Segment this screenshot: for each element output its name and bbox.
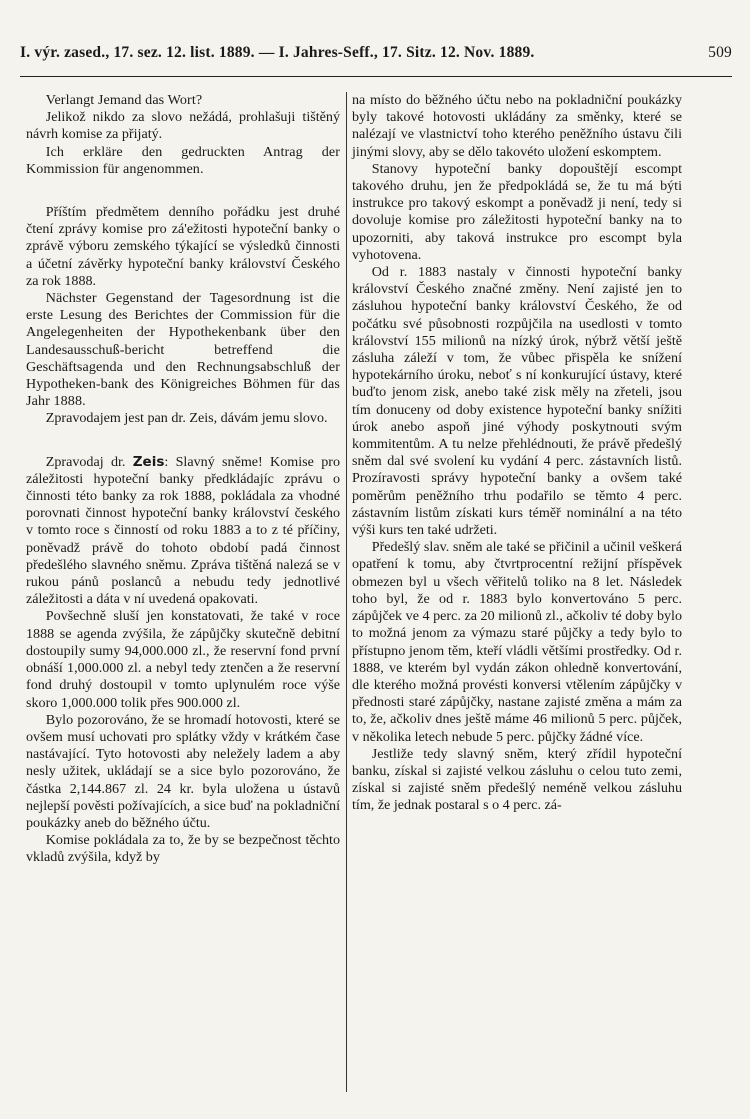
paragraph-agenda-growth: Povšechně sluší jen konstatovati, že také v roce 1888 se agenda zvýšila, že zápůjčky skutečně debitní dostoupily sumy 94,000.000 zl., že reservní fond první obnáší 1,000.000 zl. a nebyl tedy ztenčen a že reservní fond druhý dostoupil v tomto uplynulém roce výše skoro 1,000.000 tolik přes 900.000 zl. xyxy=(26,608,340,711)
left-column xyxy=(26,92,340,867)
paragraph-next-agenda: Příštím předmětem denního pořádku jest druhé čtení zprávy komise pro zá'ežitosti hypoteční banky o zprávě výboru zemského týkající se výsledků činnosti a účetní závěrky hypoteční banky království Českého za rok 1888. xyxy=(26,204,340,289)
speech-text: : Slavný sněme! Komise pro záležitosti hypoteční banky předkládajíc zprávu o činnosti této banky za rok 1888, pokládala za vhodné porovnati činnost hypoteční banky království českého v tomto roce s činností od roku 1883 a to z té příčiny, poněvadž právě do tohoto období padá činnost předešlého slavného sněmu. Zpráva tištěná nalezá se v rukou pánů poslanců a nebudu tedy jednotlivé záležitosti a dáta v ní uvedená opakovati. xyxy=(26,453,340,608)
paragraph-rapporteur-intro: Zpravodajem jest pan dr. Zeis, dávám jemu slovo. xyxy=(45,410,328,427)
paragraph-rapporteur-speech xyxy=(26,454,340,609)
paragraph-deposit-continuation: na místo do běžného účtu nebo na pokladniční poukázky byly takové hotovosti ukládány za směnky, které se nalézají ve vlastnictví toho kterého peněžního ústavu čili jinými slovy, aby se dělo takovéto uložení eskomptem. xyxy=(352,92,682,160)
paragraph-merit: Jestliže tedy slavný sněm, který zřídil hypoteční banku, získal si zajisté velkou zásluhu o celou tuto zemi, získal si zajisté sněm předešlý neméně velkou zásluhu tím, že jednak postaral s o 4 perc. zá- xyxy=(352,745,682,814)
paragraph-deposit-safety: Komise pokládala za to, že by se bezpečnost těchto vkladů zvýšila, když by xyxy=(26,832,340,866)
paragraph-next-agenda-de: Nächster Gegenstand der Tagesordnung ist die erste Lesung des Berichtes der Commission für die Angelegenheiten der Hypothekenbank über den Landesausschuß-bericht betreffend die Geschäftsagenda und den Rechnungsabschluß der Hypotheken-bank des Königreiches Böhmen für das Jahr 1888. xyxy=(26,290,340,410)
paragraph-no-speaker: Jelikož nikdo za slovo nežádá, prohlašuji tištěný návrh komise za přijatý. xyxy=(26,109,340,143)
paragraph-previous-diet: Předešlý slav. sněm ale také se přičinil a učinil veškerá opatření k tomu, aby čtvrtprocentní režijní příspěvek obmezen byl u všech věřitelů toliko na 8 let. Následek toho byl, že od r. 1883 bylo konvertováno 5 perc. zápůjček ve 4 perc. za 20 milionů zl., ačkoliv té doby bylo to možná jenom za výmazu staré půjčky a tedy bylo to přístupno jenom těm, kteří vládli většími prostředky. Od r. 1888, ve kterém byl vydán zákon ohledně konvertování, dle kterého možná provésti konversi vtělením zápůjčky v přednosti staré zápůjčky, nastane zajisté změna a mám za to, že, ačkoliv dnes ještě máme 46 milionů 5 perc. půjček, v několika letech nebude 5 perc. půjčky žádné více. xyxy=(352,539,682,745)
column-separator xyxy=(346,92,347,1092)
paragraph-cash-reserves: Bylo pozorováno, že se hromadí hotovosti, které se ovšem musí uchovati pro splátky vždy v krátkém čase nastávající. Tyto hotovosti aby neležely ladem a aby nesly užitek, ukládají se a sice bylo pozorováno, že částka 2,144.867 zl. 24 kr. byla uložena u ústavů nejlepší pověsti požívajících, a sice buď na pokladniční poukázky aneb do běžného účtu. xyxy=(26,711,340,831)
paragraph-changes-since-1883: Od r. 1883 nastaly v činnosti hypoteční banky království Českého značné změny. Není zajisté jen to zásluhou hypoteční banky království Českého, že od počátku své působnosti rozpůjčila na usedlosti v tomto království 155 milionů na nízký úrok, nýbrž větší ještě zásluha záleží v tom, že vůbec přispěla ke snížení hypotekárního úroku, neboť s ní konkurující ústavy, které buďto jenom zisk, anebo také zisk měly na zřeteli, jsou tím donuceny od doby existence hypoteční banky snížiti úrok anebo aspoň jiné výhody poskytnouti svým kommitentům. A tu nelze přehlédnouti, že právě předešlý sněm dal své svolení ku vydání 4 perc. zástavních listů. Prozíravosti správy hypoteční banky a ovšem také poměrům peněžního trhu podařilo se těmto 4 perc. zástavním listům získati kurs téměř nominální a na této výši kurs ten také udržeti. xyxy=(352,264,682,539)
right-column xyxy=(352,92,682,815)
paragraph-statutes-escompt: Stanovy hypoteční banky dopouštějí escompt takového druhu, jen že předpokládá se, že tu má býti instrukce pro takový eskompt a poněvadž ji není, tedy si dovoluje komise pro záležitosti hypoteční banky na to upozorniti, aby taková instrukce pro escompt byla vyhotovena. xyxy=(352,160,682,263)
paragraph-request-floor-de: Verlangt Jemand das Wort? xyxy=(45,92,203,108)
speaker-role: Zpravodaj dr. xyxy=(45,453,126,470)
paragraph-motion-accepted-de: Ich erkläre den gedruckten Antrag der Kommission für angenommen. xyxy=(26,143,340,177)
speaker-name: Zeis xyxy=(132,453,165,470)
running-header xyxy=(20,44,732,62)
header-session-info: I. výr. zased., 17. sez. 12. list. 1889. — I. Jahres-Seff., 17. Sitz. 12. Nov. 1889. xyxy=(20,44,535,61)
page-number: 509 xyxy=(708,44,732,61)
header-rule xyxy=(20,76,732,77)
